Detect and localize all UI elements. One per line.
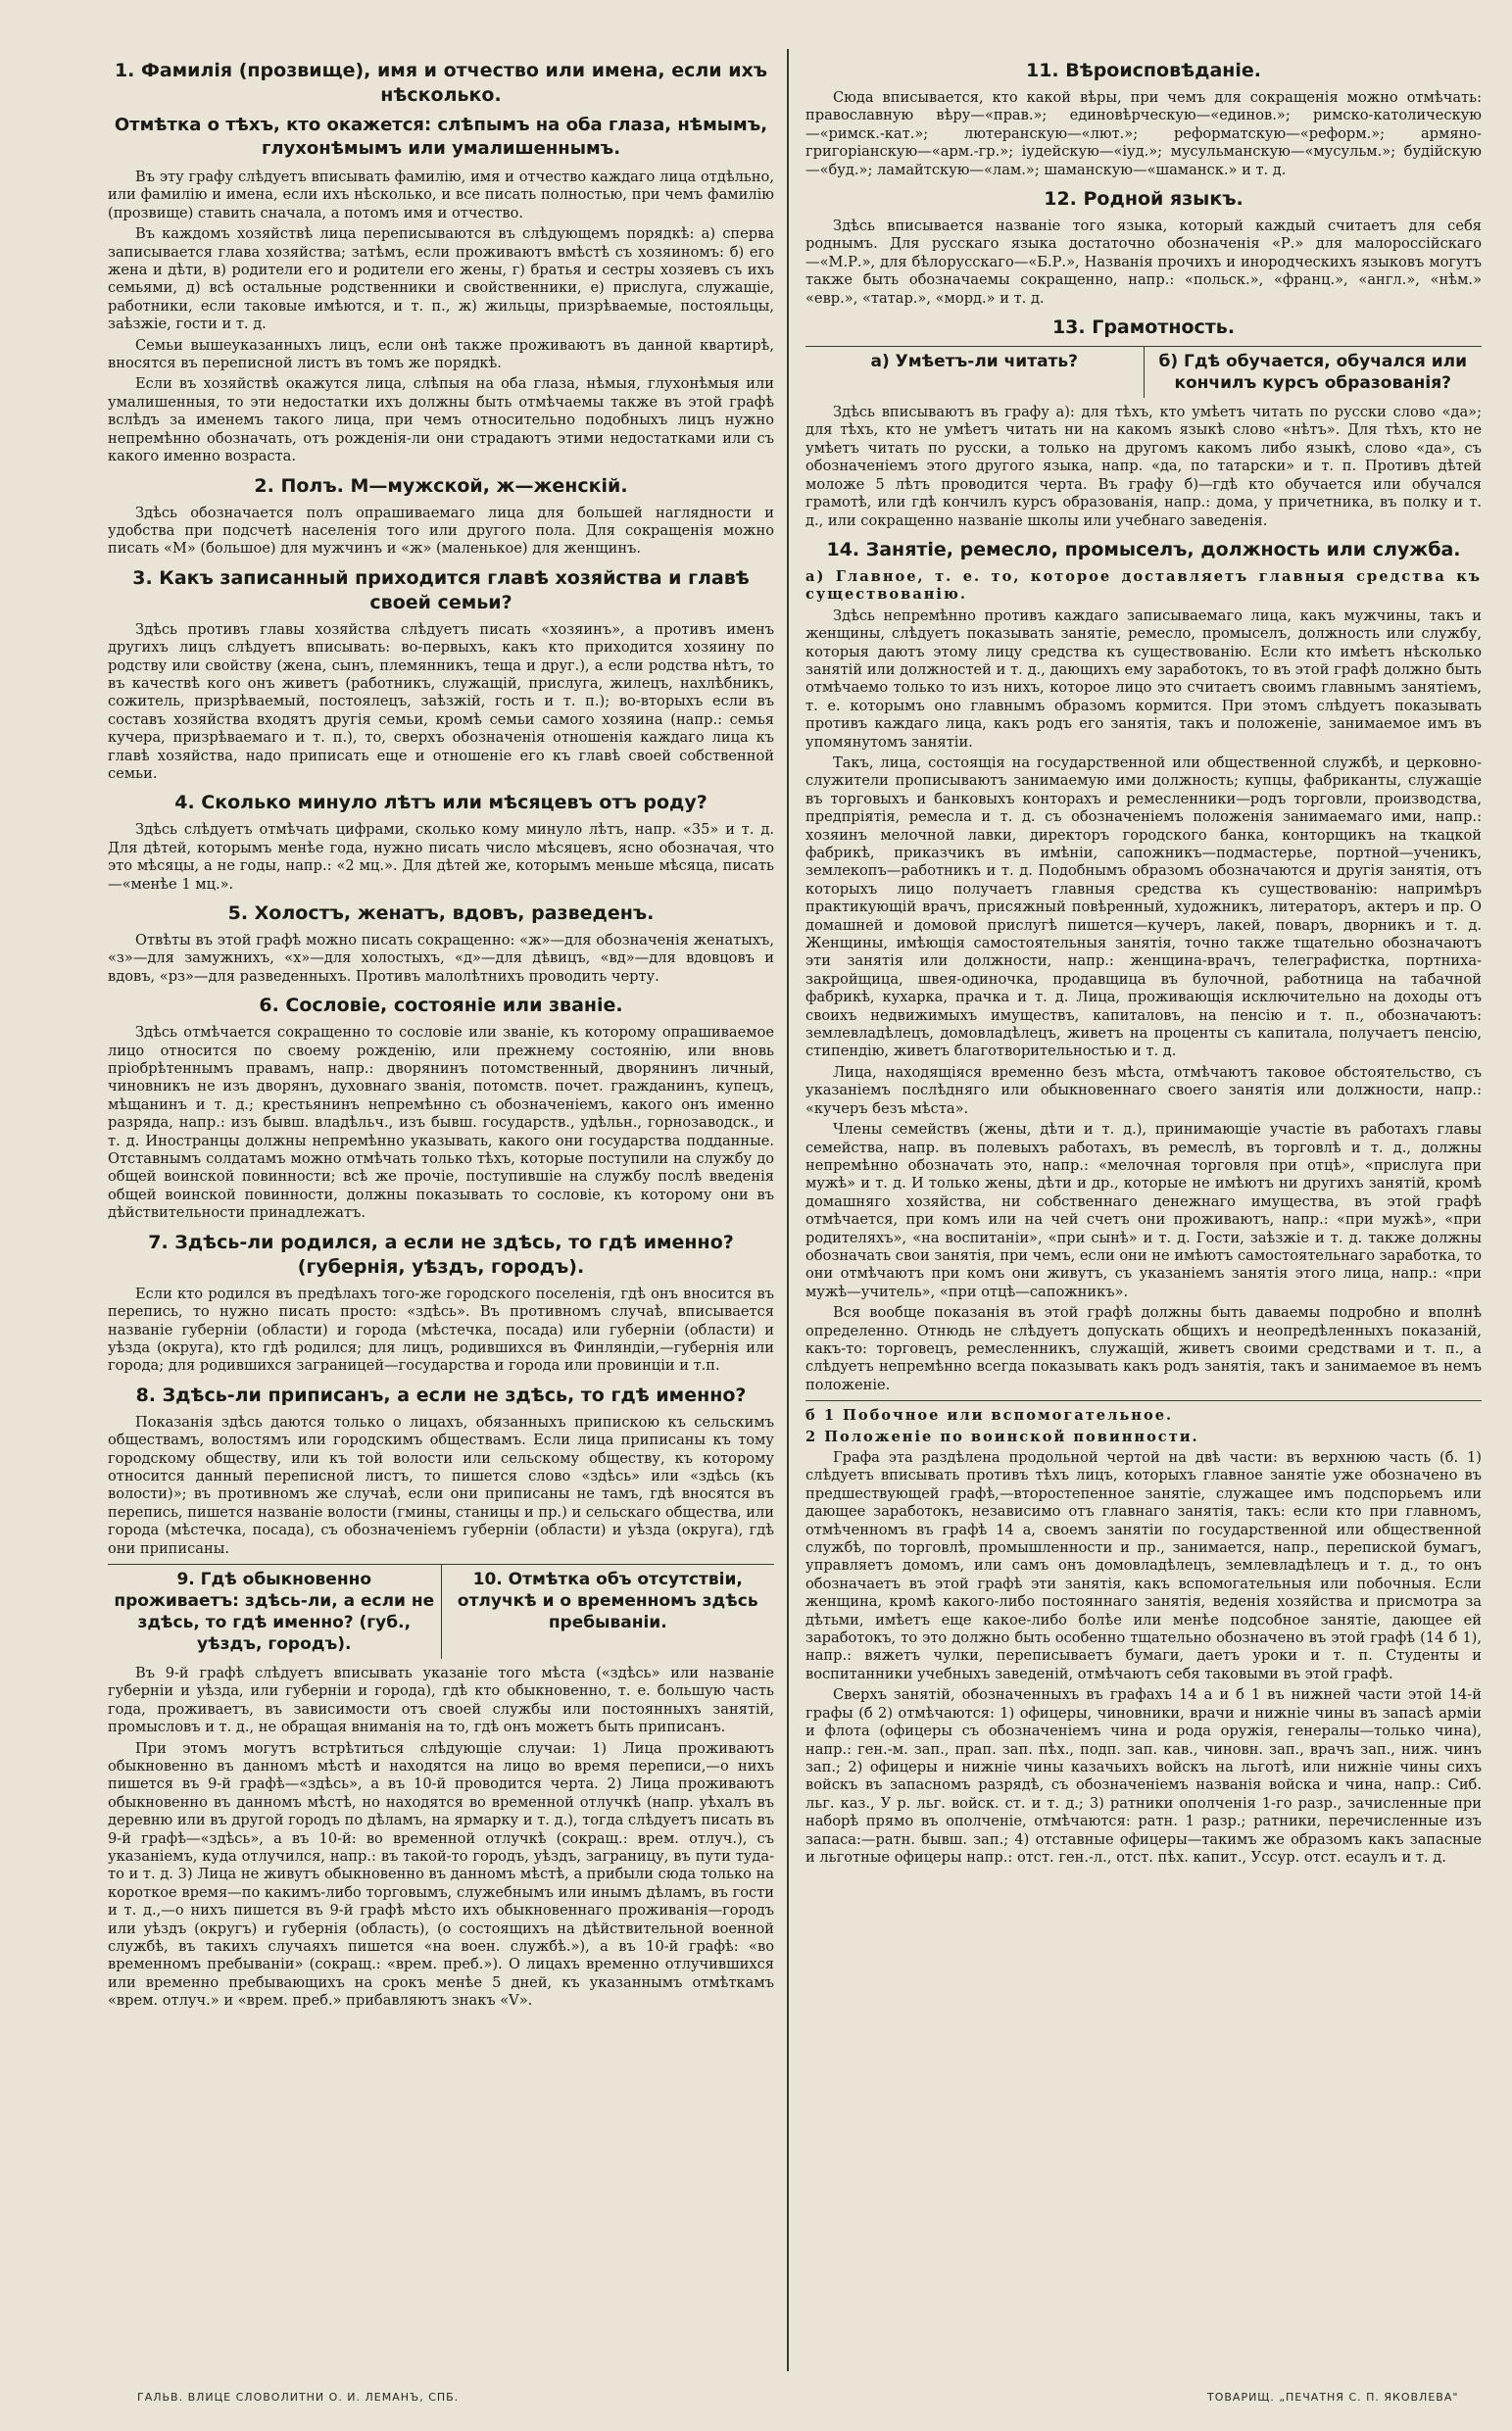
section-13-subheaders bbox=[805, 346, 1482, 398]
section-1-subheading: Отмѣтка о тѣхъ, кто окажется: слѣпымъ на оба глаза, нѣмымъ, глухонѣмымъ или умалишеннымъ. bbox=[114, 115, 768, 159]
paragraph: Здѣсь противъ главы хозяйства слѣдуетъ писать «хозяинъ», а противъ именъ другихъ лицъ слѣдуетъ вписывать: во-первыхъ, какъ кто приходится хозяину по родству или свойству (жена, сынъ, племянникъ, теща и друг.), а если родства нѣтъ, то въ качествѣ кого онъ живетъ (работникъ, служащій, прислуга, жилецъ, нахлѣбникъ, сожитель, призрѣваемый, постоялецъ, заѣзжій, гость и т. п.); во-вторыхъ если въ составъ хозяйства входятъ другія семьи, кромѣ семьи самого хозяина (напр.: семья кучера, призрѣваемаго и т. п.), то, сверхъ обозначенія отношенія каждаго лица къ главѣ хозяйства, надо приписать еще и отношеніе его къ главѣ своей собственной семьи. bbox=[108, 620, 774, 782]
paragraph: Здѣсь слѣдуетъ отмѣчать цифрами, сколько кому минуло лѣтъ, напр. «35» и т. д. Для дѣтей, которымъ менѣе года, нужно писать число мѣсяцевъ, ясно обозначая, что это мѣсяцы, а не годы, напр.: «2 мц.». Для дѣтей же, которымъ меньше мѣсяца, писать—«менѣе 1 мц.». bbox=[108, 821, 774, 893]
paragraph: Здѣсь вписываютъ въ графу а): для тѣхъ, кто умѣетъ читать по русски слово «да»; для тѣхъ, кто не умѣетъ читать ни на какомъ языкѣ слово «нѣтъ». Для тѣхъ, кто не умѣетъ читать по русски, а только на другомъ какомъ либо языкѣ, слово «да», съ обозначеніемъ этого другого языка, напр. «да, по татарски» и т. п. Противъ дѣтей моложе 5 лѣтъ проводится черта. Въ графу б)—гдѣ кто обучается или обучался грамотѣ, или гдѣ кончилъ курсъ образованія, напр.: дома, у причетника, въ полку и т. д., или сокращенно названіе школы или учебнаго заведенія. bbox=[805, 404, 1482, 529]
section-14b1-heading: б 1 Побочное или вспомогательное. bbox=[805, 1407, 1174, 1425]
column-divider bbox=[787, 49, 789, 2371]
paragraph: Семьи вышеуказанныхъ лицъ, если онѣ также проживаютъ въ данной квартирѣ, вносятся въ переписной листъ въ томъ же порядкѣ. bbox=[108, 336, 774, 372]
section-11-heading: 11. Вѣроисповѣданіе. bbox=[1025, 60, 1262, 81]
section-10-heading: 10. Отмѣтка объ отсутствіи, отлучкѣ и о временномъ здѣсь пребываніи. bbox=[441, 1565, 775, 1659]
paragraph: Члены семействъ (жены, дѣти и т. д.), принимающіе участіе въ работахъ главы семейства, напр. въ полевыхъ работахъ, въ ремеслѣ, въ торговлѣ и т. д., должны непремѣнно обозначать это, напр.: «мелочная торговля при отцѣ», «прислуга при мужѣ» и т. д. И только жены, дѣти и др., которые не имѣютъ ни другихъ занятій, кромѣ домашняго хозяйства, ни собственнаго денежнаго имущества, въ этой графѣ отмѣчается, при комъ или на чей счетъ они проживаютъ, напр.: «при мужѣ», «при родителяхъ», «на воспитаніи», «при сынѣ» и т. д. Гости, заѣзжіе и т. д. также должны обозначать свои занятія, при чемъ, если они не имѣютъ самостоятельнаго заработка, то они отмѣчаютъ при комъ они живутъ, съ указаніемъ занятія этого лица, напр.: «при мужѣ—учитель», «при отцѣ—сапожникъ». bbox=[805, 1121, 1482, 1300]
paragraph: Здѣсь непремѣнно противъ каждаго записываемаго лица, какъ мужчины, такъ и женщины, слѣдуетъ показывать занятіе, ремесло, промыселъ, должность или службу, которыя даютъ этому лицу средства къ существованію. Если кто имѣетъ нѣсколько занятій или должностей и т. д., дающихъ ему заработокъ, то въ этой графѣ должно быть отмѣчаемо только то изъ нихъ, которое лицо это считаетъ своимъ главнымъ занятіемъ, т. е. которымъ оно главнымъ образомъ кормится. При этомъ слѣдуетъ показывать противъ каждаго лица, какъ родъ его занятія, такъ и положеніе, занимаемое имъ въ упомянутомъ занятіи. bbox=[805, 607, 1482, 751]
paragraph: Сюда вписывается, кто какой вѣры, при чемъ для сокращенія можно отмѣчать: православную вѣру—«прав.»; единовѣрческую—«единов.»; римско-католическую—«римск.-кат.»; лютеранскую—«лют.»; реформатскую—«реформ.»; армяно-григоріанскую—«арм.-гр.»; іудейскую—«іуд.»; мусульманскую—«мусульм.»; будійскую—«буд.»; ламайтскую—«лам.»; шаманскую—«шаманск.» и т. д. bbox=[805, 89, 1482, 178]
right-column bbox=[805, 51, 1482, 1870]
section-14a-heading: а) Главное, т. е. то, которое доставляетъ главныя средства къ существованію. bbox=[805, 567, 1482, 604]
section-13b-heading: б) Гдѣ обучается, обучался или кончилъ курсъ образованія? bbox=[1144, 347, 1483, 398]
paragraph: Вся вообще показанія въ этой графѣ должны быть даваемы подробно и вполнѣ определенно. Отнюдь не слѣдуетъ допускать общихъ и неопредѣленныхъ показаній, какъ-то: торговецъ, ремесленникъ, служащій, живетъ своими средствами и т. п., а слѣдуетъ непремѣнно всегда показывать какъ родъ занятія, такъ и занимаемое въ немъ положеніе. bbox=[805, 1304, 1482, 1393]
section-4-heading: 4. Сколько минуло лѣтъ или мѣсяцевъ отъ роду? bbox=[174, 792, 707, 814]
section-5-heading: 5. Холостъ, женатъ, вдовъ, разведенъ. bbox=[227, 902, 655, 924]
section-1-heading: 1. Фамилія (прозвище), имя и отчество или имена, если ихъ нѣсколько. bbox=[114, 60, 768, 106]
printer-imprint-left: ГАЛЬВ. ВЛИЦЕ СЛОВОЛИТНИ О. И. ЛЕМАНЪ, СПБ. bbox=[137, 2391, 460, 2404]
left-column bbox=[108, 51, 774, 2014]
section-2-heading: 2. Полъ. М—мужской, ж—женскій. bbox=[254, 474, 628, 497]
paragraph: Здѣсь вписывается названіе того языка, который каждый считаетъ для себя роднымъ. Для русскаго языка достаточно обозначенія «Р.» для малороссійскаго—«М.Р.», для бѣлорусскаго—«Б.Р.», Названія прочихъ и инородческихъ языковъ могутъ также быть обозначаемы сокращенно, напр.: «польск.», «франц.», «англ.», «нѣм.» «евр.», «татар.», «морд.» и т. д. bbox=[805, 218, 1482, 307]
paragraph: Въ каждомъ хозяйствѣ лица переписываются въ слѣдующемъ порядкѣ: а) сперва записывается глава хозяйства; затѣмъ, если проживаютъ вмѣстѣ съ хозяиномъ: б) его жена и дѣти, в) родители его и родители его жены, г) братья и сестры хозяевъ съ ихъ семьями, д) всѣ остальные родственники и свойственники, е) прислуга, служащіе, работники, если таковые имѣются, и т. п., ж) жильцы, призрѣваемые, постояльцы, заѣзжіе, гости и т. д. bbox=[108, 225, 774, 333]
paragraph: Если кто родился въ предѣлахъ того-же городского поселенія, гдѣ онъ вносится въ перепись, то нужно писать просто: «здѣсь». Въ противномъ случаѣ, вписывается названіе губерніи (области) и города (мѣстечка, посада) или губерніи (области) и уѣзда (округа), кто гдѣ родился; для лицъ, родившихся въ Финляндіи,—губернія или города; для родившихся заграницей—государства и города или провинціи и т.п. bbox=[108, 1285, 774, 1375]
section-12-heading: 12. Родной языкъ. bbox=[1044, 188, 1244, 211]
paragraph: Въ эту графу слѣдуетъ вписывать фамилію, имя и отчество каждаго лица отдѣльно, или фамилію и имена, если ихъ нѣсколько, и все писать полностью, при чемъ фамилію (прозвище) ставить сначала, а потомъ имя и отчество. bbox=[108, 169, 774, 221]
section-3-heading: 3. Какъ записанный приходится главѣ хозяйства и главѣ своей семьи? bbox=[132, 566, 750, 613]
paragraph: Такъ, лица, состоящія на государственной или общественной службѣ, и церковно-служители прописываютъ занимаемую ими должность; купцы, фабриканты, служащіе въ торговыхъ и банковыхъ конторахъ и ремесленники—родъ торговли, производства, предпріятія, ремесла и т. д. съ обозначеніемъ положенія занимаемаго ими, напр.: хозяинъ мелочной лавки, директоръ городского банка, конторщикъ на ткацкой фабрикѣ, приказчикъ въ имѣніи, сапожникъ—подмастерье, портной—ученикъ, землекопъ—работникъ и т. д. Подобнымъ образомъ обозначаются и другія занятія, отъ которыхъ лицо получаетъ главныя средства къ существованію: напримѣръ практикующій врачъ, присяжный повѣренный, художникъ, литераторъ, актеръ и пр. О домашней и домовой прислугѣ пишется—кучеръ, лакей, поваръ, дворникъ и т. д. Женщины, имѣющія самостоятельныя занятія, точно также тщательно обозначаютъ эти занятія или должности, напр.: женщина-врачъ, телеграфистка, портниха-закройщица, швея-одиночка, продавщица въ булочной, работница на табачной фабрикѣ, кухарка, прачка и т. д. Лица, проживающія исключительно на доходы отъ своихъ недвижимыхъ имуществъ, капиталовъ, на пенсію и т. п., обозначаютъ: землевладѣлецъ, домовладѣлецъ, живетъ на проценты съ капитала, получаетъ пенсію, стипендію, живетъ благотворительностью и т. д. bbox=[805, 754, 1482, 1060]
paragraph: Если въ хозяйствѣ окажутся лица, слѣпыя на оба глаза, нѣмыя, глухонѣмыя или умалишенныя, то эти недостатки ихъ должны быть отмѣчаемы также въ этой графѣ вслѣдъ за именемъ такого лица, при чемъ относительно подобныхъ лицъ нужно непремѣнно обозначать, отъ рожденія-ли они страдаютъ этими недостатками или съ какого именно возраста. bbox=[108, 375, 774, 465]
paragraph: Графа эта раздѣлена продольной чертой на двѣ части: въ верхнюю часть (б. 1) слѣдуетъ вписывать противъ тѣхъ лицъ, которыхъ главное занятіе уже обозначено въ предшествующей графѣ,—второстепенное занятіе, служащее имъ подспорьемъ или дающее заработокъ, независимо отъ главнаго занятія, такъ: если кто при главномъ, отмѣченномъ въ графѣ 14 а, своемъ занятіи по государственной или общественной службѣ, по торговлѣ, промышленности и пр., занимается, напр., перепиской бумагъ, управляетъ домомъ, или самъ онъ домовладѣлецъ, землевладѣлецъ и т. д., то онъ обозначаетъ въ этой графѣ эти занятія, какъ вспомогательныя или побочныя. Если женщина, кромѣ какого-либо постояннаго занятія, веденія хозяйства и присмотра за дѣтьми, имѣетъ еще какое-либо болѣе или менѣе подсобное занятіе, дающее ей заработокъ, то это должно быть особенно тщательно обозначено въ этой графѣ (14 б 1), напр.: вяжетъ чулки, переписываетъ бумаги, даетъ уроки и т. п. Студенты и воспитанники учебныхъ заведеній, отмѣчаютъ себя таковыми въ этой графѣ. bbox=[805, 1449, 1482, 1682]
section-13a-heading: а) Умѣетъ-ли читать? bbox=[870, 352, 1079, 372]
paragraph: Показанія здѣсь даются только о лицахъ, обязанныхъ припискою къ сельскимъ обществамъ, волостямъ или городскимъ обществамъ. Если лица приписаны къ тому городскому обществу, или къ той волости или сельскому обществу, къ которому относится данный переписной листъ, то пишется слово «здѣсь» или «здѣсь (къ волости)»; въ противномъ же случаѣ, если они приписаны не тамъ, гдѣ вносятся въ перепись, пишется названіе волости (гмины, станицы и пр.) и сельскаго общества, или города (мѣстечка, посада), съ обозначеніемъ губерніи (области) и уѣзда (округа), гдѣ они приписаны. bbox=[108, 1413, 774, 1557]
section-8-heading: 8. Здѣсь-ли приписанъ, а если не здѣсь, то гдѣ именно? bbox=[135, 1384, 747, 1406]
sections-9-10-header bbox=[108, 1564, 774, 1659]
section-14-heading: 14. Занятіе, ремесло, промыселъ, должность или служба. bbox=[826, 538, 1461, 560]
paragraph: Сверхъ занятій, обозначенныхъ въ графахъ 14 а и б 1 въ нижней части этой 14-й графы (б 2) отмѣчаются: 1) офицеры, чиновники, врачи и нижніе чины въ запасѣ арміи и флота (офицеры съ обозначеніемъ чина и рода оружія, генералы—только чина), напр.: ген.-м. зап., прап. зап. пѣх., подп. зап. кав., чиновн. зап., врачъ зап., ниж. чинъ зап.; 2) офицеры и нижніе чины казачьихъ войскъ на льготѣ, или нижніе чины сихъ войскъ въ запасномъ разрядѣ, съ обозначеніемъ названія войска и чина, напр.: Сиб. льг. каз., У р. льг. войск. ст. и т. д.; 3) ратники ополченія 1-го разр., зачисленные при наборѣ прямо въ ополченіе, отмѣчаются: ратн. 1 разр.; ратники, перечисленные изъ запаса:—ратн. бывш. зап.; 4) отставные офицеры—такимъ же образомъ какъ запасные и льготные офицеры напр.: отст. ген.-л., отст. пѣх. капит., Уссур. отст. есаулъ и т. д. bbox=[805, 1686, 1482, 1866]
paragraph: Въ 9-й графѣ слѣдуетъ вписывать указаніе того мѣста («здѣсь» или названіе губерніи и уѣзда, или губерніи и города), гдѣ кто обыкновенно, т. е. большую часть года, проживаетъ, въ зависимости отъ своей службы или постоянныхъ занятій, промысловъ и т. д., не обращая вниманія на то, гдѣ онъ можетъ быть приписанъ. bbox=[108, 1664, 774, 1736]
section-6-heading: 6. Сословіе, состояніе или званіе. bbox=[259, 995, 623, 1017]
paragraph: Отвѣты въ этой графѣ можно писать сокращенно: «ж»—для обозначенія женатыхъ, «з»—для замужнихъ, «х»—для холостыхъ, «д»—для дѣвицъ, «вд»—для вдовцовъ и вдовъ, «рз»—для разведенныхъ. Противъ малолѣтнихъ проводить черту. bbox=[108, 932, 774, 985]
paragraph: При этомъ могутъ встрѣтиться слѣдующіе случаи: 1) Лица проживаютъ обыкновенно въ данномъ мѣстѣ и находятся на лицо во время переписи,—о нихъ пишется въ 9-й графѣ—«здѣсь», а въ 10-й проводится черта. 2) Лица проживаютъ обыкновенно въ данномъ мѣстѣ, но находятся во временной отлучкѣ (напр. уѣхалъ въ деревню или въ другой городъ по дѣламъ, на ярмарку и т. д.), тогда слѣдуетъ писать въ 9-й графѣ—«здѣсь», а въ 10-й: во временной отлучкѣ (сокращ.: врем. отлуч.), съ указаніемъ, куда отлучился, напр.: въ такой-то городъ, уѣздъ, заграницу, въ пути туда-то и т. д. 3) Лица не живутъ обыкновенно въ данномъ мѣстѣ, а прибыли сюда только на короткое время—по какимъ-либо торговымъ, служебнымъ или инымъ дѣламъ, въ гости и т. д.,—о нихъ пишется въ 9-й графѣ мѣсто ихъ обыкновеннаго проживанія—городъ или уѣздъ (округъ) и губернія (область), (о состоящихъ на дѣйствительной военной службѣ, въ такихъ случаяхъ пишется «на воен. службѣ.»), а въ 10-й графѣ: «во временномъ пребываніи» (сокращ.: «врем. преб.»). О лицахъ временно отлучившихся или временно пребывающихъ на срокъ менѣе 5 дней, къ указаннымъ отмѣткамъ «врем. отлуч.» и «врем. преб.» прибавляютъ знакъ «V». bbox=[108, 1739, 774, 2010]
paragraph: Здѣсь отмѣчается сокращенно то сословіе или званіе, къ которому опрашиваемое лицо относится по своему рожденію, или прежнему состоянію, или вновь пріобрѣтеннымъ правамъ, напр.: дворянинъ потомственный, дворянинъ личный, чиновникъ не изъ дворянъ, духовнаго званія, потомств. почет. гражданинъ, купецъ, мѣщанинъ и т. д.; крестьянинъ непремѣнно съ обозначеніемъ, какого онъ именно разряда, напр.: изъ бывш. владѣльч., изъ бывш. государств., удѣльн., горнозаводск., и т. д. Иностранцы должны непремѣнно указывать, какого они государства подданные. Отставнымъ солдатамъ можно отмѣчать только тѣхъ, которые поступили на службу до общей воинской повинности; всѣ же прочіе, поступившіе на службу послѣ введенія общей воинской повинности, должны показывать то сословіе, къ которому они въ дѣйствительности принадлежатъ. bbox=[108, 1024, 774, 1222]
printer-imprint-right: ТОВАРИЩ. „ПЕЧАТНЯ С. П. ЯКОВЛЕВА" bbox=[1207, 2391, 1459, 2404]
section-9-heading: 9. Гдѣ обыкновенно проживаетъ: здѣсь-ли, а если не здѣсь, то гдѣ именно? (губ., уѣздъ, городъ). bbox=[114, 1569, 435, 1654]
paragraph: Здѣсь обозначается полъ опрашиваемаго лица для большей наглядности и удобства при подсчетѣ населенія того или другого пола. Для сокращенія можно писать «М» (большое) для мужчинъ и «ж» (маленькое) для женщинъ. bbox=[108, 504, 774, 558]
paragraph: Лица, находящіяся временно безъ мѣста, отмѣчаютъ таковое обстоятельство, съ указаніемъ послѣдняго или обыкновеннаго своего занятія или должности, напр.: «кучеръ безъ мѣста». bbox=[805, 1063, 1482, 1117]
section-14b2-heading: 2 Положеніе по воинской повинности. bbox=[805, 1428, 1199, 1445]
rule bbox=[805, 1400, 1482, 1401]
section-7-heading: 7. Здѣсь-ли родился, а если не здѣсь, то гдѣ именно? (губернія, уѣздъ, городъ). bbox=[148, 1231, 734, 1278]
section-13-heading: 13. Грамотность. bbox=[1051, 316, 1236, 339]
